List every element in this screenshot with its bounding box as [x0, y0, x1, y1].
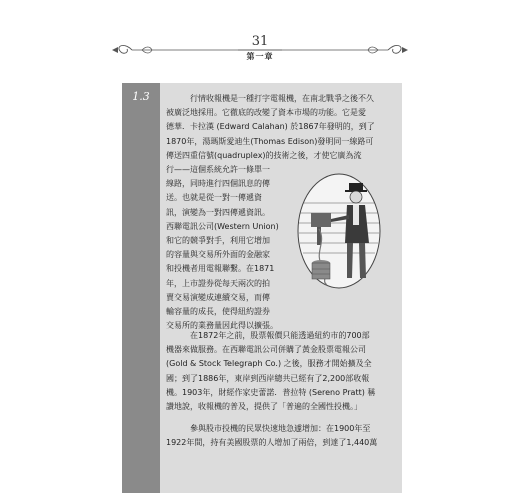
text-line: 和投機者用電報聯繫。在1871: [166, 264, 275, 274]
text-line: 德華．卡拉漢 (Edward Calahan) 於1867年發明的，到了: [166, 122, 375, 132]
text-line: 被廣泛地採用。它徹底的改變了資本市場的功能。它是愛: [166, 108, 366, 118]
text-line: 在1872年之前，股票報價只能透過紐約市的700部: [190, 331, 370, 340]
text-line: 機器來做服務。在西聯電訊公司併購了黃金股票電報公司: [166, 345, 366, 355]
text-line: (Gold & Stock Telegraph Co.) 之後，服務才開始擴及全: [166, 359, 372, 369]
text-line: 參與股市投機的民眾快速地急遽增加：在1900年至: [190, 424, 371, 433]
text-line: 行情收報機是一種打字電報機，在南北戰爭之後不久: [190, 94, 374, 103]
text-line: 年，上市證券從每天兩次的拍: [166, 278, 270, 288]
text-line: 交易所的業務量因此得以擴張。: [166, 321, 278, 331]
text-line: 訊，演變為一對四傳遞資訊。: [166, 207, 270, 217]
paragraph-2: [166, 329, 398, 414]
text-line: 輸容量的成長，使得紐約證券: [166, 307, 270, 317]
text-line: 國；到了1886年，東岸到西岸總共已經有了2,200部收報: [166, 373, 370, 383]
ticker-tape-illustration: [297, 173, 381, 289]
text-line: 的容量與交易所外面的金融家: [166, 250, 270, 260]
paragraph-3: [166, 422, 398, 450]
text-line: 1922年間，持有美國股票的人增加了兩倍，到達了1,440萬: [166, 438, 378, 448]
section-number: 1.3: [132, 90, 150, 103]
page-number: 31: [251, 34, 269, 49]
text-line: 送。也就是從一對一傳遞資: [166, 193, 262, 203]
text-line: 行——這個系統允許一條單一: [166, 165, 270, 175]
page-header: [0, 0, 520, 80]
text-line: 1870年，湯瑪斯愛迪生(Thomas Edison)發明同一線路可: [166, 136, 374, 146]
text-line: 線路，同時進行四個訊息的傳: [166, 179, 270, 189]
text-line: 機。1903年，財經作家史蕾諾．普拉特 (Sereno Pratt) 稱: [166, 387, 376, 397]
text-line: 傳送四重信號(quadruplex)的技術之後，才使它廣為流: [166, 150, 362, 160]
text-line: 和它的競爭對手，利用它增加: [166, 236, 270, 246]
section-tab: [122, 83, 160, 493]
text-line: 讚地說，收報機的普及，提供了「普遍的全國性投機。」: [166, 402, 362, 412]
chapter-title: 第一章: [246, 52, 274, 61]
text-line: 西聯電訊公司(Western Union): [166, 221, 279, 231]
text-line: 賣交易演變成連續交易，而傳: [166, 292, 270, 302]
